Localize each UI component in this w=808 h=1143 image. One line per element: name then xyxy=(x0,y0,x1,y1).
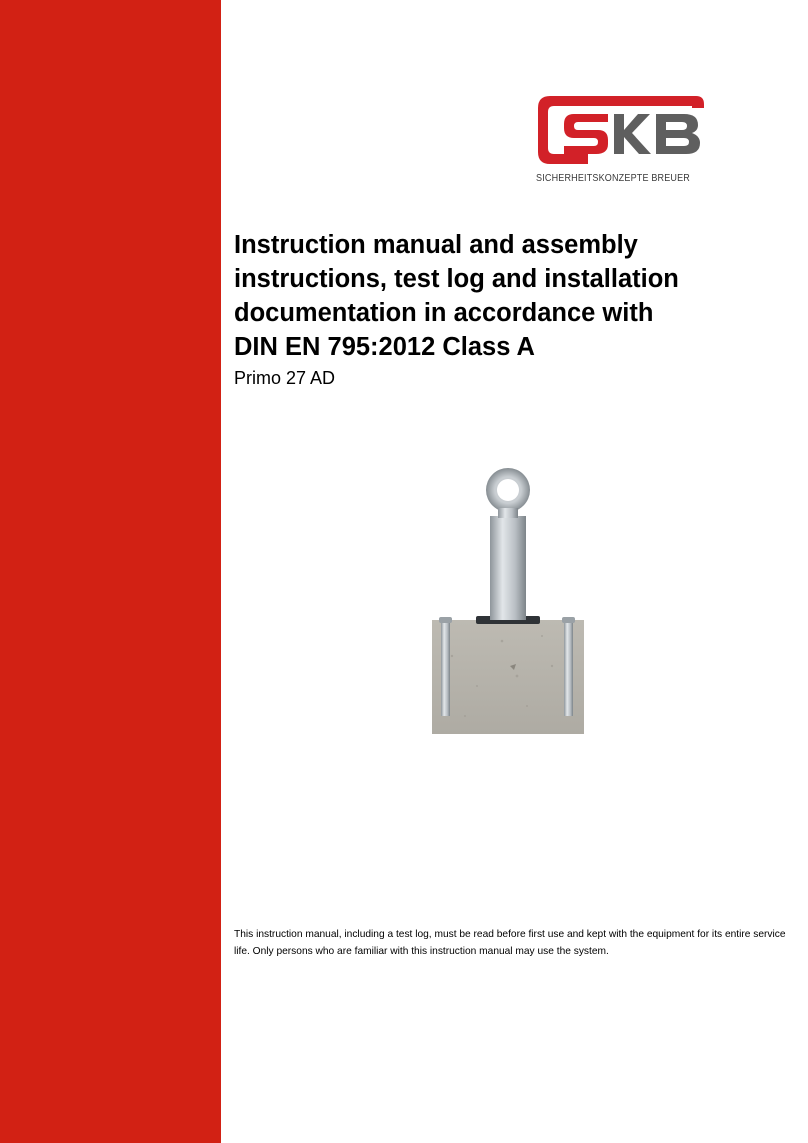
title-line: instructions, test log and installation xyxy=(234,265,679,293)
red-sidebar xyxy=(0,0,221,1143)
logo-tagline: SICHERHEITSKONZEPTE BREUER xyxy=(536,172,690,184)
product-name: Primo 27 AD xyxy=(234,368,336,388)
title-block xyxy=(234,228,794,390)
title-line: DIN EN 795:2012 Class A xyxy=(234,333,535,361)
title-line: documentation in accordance with xyxy=(234,299,654,327)
skb-logo-icon xyxy=(536,92,712,168)
anchor-post-icon xyxy=(432,466,584,734)
skb-logo xyxy=(536,92,712,192)
product-image xyxy=(432,466,584,734)
usage-notice: This instruction manual, including a test log, must be read before first use and kept with the equipment for its entire service life. Only persons who are familiar with this instruction manual may use the system. xyxy=(234,929,786,958)
title-line: Instruction manual and assembly xyxy=(234,231,638,259)
document-title xyxy=(234,228,794,364)
